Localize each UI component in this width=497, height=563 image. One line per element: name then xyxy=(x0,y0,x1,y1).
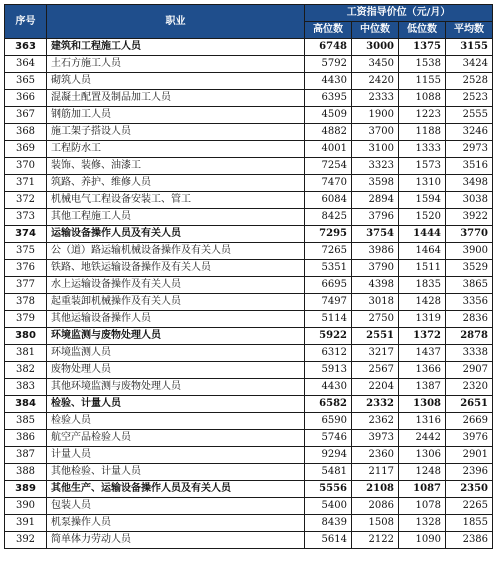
cell-seq: 364 xyxy=(5,56,47,73)
wage-guidance-table xyxy=(4,4,493,549)
cell-job: 航空产品检验人员 xyxy=(47,430,305,447)
cell-mid: 2894 xyxy=(352,192,399,209)
cell-avg: 2265 xyxy=(446,498,493,515)
table-row xyxy=(5,73,493,90)
cell-seq: 391 xyxy=(5,515,47,532)
cell-mid: 3986 xyxy=(352,243,399,260)
table-row xyxy=(5,175,493,192)
cell-seq: 376 xyxy=(5,260,47,277)
cell-avg: 2350 xyxy=(446,481,493,498)
table-row xyxy=(5,209,493,226)
cell-low: 1372 xyxy=(399,328,446,345)
table-row xyxy=(5,141,493,158)
cell-mid: 3754 xyxy=(352,226,399,243)
cell-job: 简单体力劳动人员 xyxy=(47,532,305,549)
cell-low: 1835 xyxy=(399,277,446,294)
cell-high: 7265 xyxy=(305,243,352,260)
cell-avg: 3155 xyxy=(446,39,493,56)
cell-low: 1308 xyxy=(399,396,446,413)
cell-high: 4509 xyxy=(305,107,352,124)
cell-avg: 2555 xyxy=(446,107,493,124)
cell-avg: 3246 xyxy=(446,124,493,141)
table-header xyxy=(5,5,493,39)
cell-job: 环境监测人员 xyxy=(47,345,305,362)
table-row xyxy=(5,515,493,532)
cell-low: 1306 xyxy=(399,447,446,464)
cell-job: 废物处理人员 xyxy=(47,362,305,379)
cell-seq: 367 xyxy=(5,107,47,124)
table-row xyxy=(5,39,493,56)
cell-low: 1333 xyxy=(399,141,446,158)
cell-seq: 388 xyxy=(5,464,47,481)
cell-high: 5913 xyxy=(305,362,352,379)
cell-low: 1088 xyxy=(399,90,446,107)
cell-job: 其他运输设备操作人员 xyxy=(47,311,305,328)
cell-mid: 2333 xyxy=(352,90,399,107)
cell-mid: 4398 xyxy=(352,277,399,294)
cell-avg: 3498 xyxy=(446,175,493,192)
cell-high: 4430 xyxy=(305,379,352,396)
cell-mid: 3217 xyxy=(352,345,399,362)
cell-seq: 366 xyxy=(5,90,47,107)
cell-seq: 368 xyxy=(5,124,47,141)
cell-job: 运输设备操作人员及有关人员 xyxy=(47,226,305,243)
cell-low: 1188 xyxy=(399,124,446,141)
cell-job: 检验人员 xyxy=(47,413,305,430)
cell-seq: 374 xyxy=(5,226,47,243)
cell-job: 包装人员 xyxy=(47,498,305,515)
cell-job: 钢筋加工人员 xyxy=(47,107,305,124)
cell-high: 7470 xyxy=(305,175,352,192)
cell-low: 1511 xyxy=(399,260,446,277)
cell-avg: 3516 xyxy=(446,158,493,175)
table-row xyxy=(5,464,493,481)
cell-seq: 392 xyxy=(5,532,47,549)
cell-low: 1310 xyxy=(399,175,446,192)
cell-high: 7295 xyxy=(305,226,352,243)
cell-seq: 373 xyxy=(5,209,47,226)
cell-high: 5556 xyxy=(305,481,352,498)
cell-avg: 3338 xyxy=(446,345,493,362)
cell-seq: 390 xyxy=(5,498,47,515)
cell-mid: 3018 xyxy=(352,294,399,311)
cell-avg: 3424 xyxy=(446,56,493,73)
cell-mid: 2122 xyxy=(352,532,399,549)
cell-mid: 2750 xyxy=(352,311,399,328)
cell-job: 筑路、养护、维修人员 xyxy=(47,175,305,192)
cell-job: 工程防水工 xyxy=(47,141,305,158)
table-row xyxy=(5,362,493,379)
cell-low: 1387 xyxy=(399,379,446,396)
cell-avg: 3038 xyxy=(446,192,493,209)
table-row xyxy=(5,498,493,515)
cell-mid: 1508 xyxy=(352,515,399,532)
cell-seq: 369 xyxy=(5,141,47,158)
cell-job: 其他环境监测与废物处理人员 xyxy=(47,379,305,396)
cell-high: 4001 xyxy=(305,141,352,158)
cell-avg: 2396 xyxy=(446,464,493,481)
cell-high: 8425 xyxy=(305,209,352,226)
cell-mid: 2204 xyxy=(352,379,399,396)
table-row xyxy=(5,430,493,447)
cell-low: 1316 xyxy=(399,413,446,430)
cell-avg: 2907 xyxy=(446,362,493,379)
table-row xyxy=(5,294,493,311)
cell-job: 机械电气工程设备安装工、管工 xyxy=(47,192,305,209)
cell-job: 其他生产、运输设备操作人员及有关人员 xyxy=(47,481,305,498)
cell-high: 7254 xyxy=(305,158,352,175)
cell-avg: 3356 xyxy=(446,294,493,311)
cell-low: 1428 xyxy=(399,294,446,311)
cell-job: 铁路、地铁运输设备操作及有关人员 xyxy=(47,260,305,277)
cell-job: 检验、计量人员 xyxy=(47,396,305,413)
cell-seq: 363 xyxy=(5,39,47,56)
cell-high: 6395 xyxy=(305,90,352,107)
cell-high: 5400 xyxy=(305,498,352,515)
header-job: 职业 xyxy=(47,5,305,39)
cell-low: 1090 xyxy=(399,532,446,549)
cell-avg: 3529 xyxy=(446,260,493,277)
cell-avg: 3770 xyxy=(446,226,493,243)
cell-seq: 384 xyxy=(5,396,47,413)
cell-low: 1078 xyxy=(399,498,446,515)
cell-avg: 2878 xyxy=(446,328,493,345)
cell-mid: 3450 xyxy=(352,56,399,73)
cell-mid: 1900 xyxy=(352,107,399,124)
cell-avg: 3976 xyxy=(446,430,493,447)
cell-low: 1319 xyxy=(399,311,446,328)
cell-avg: 3865 xyxy=(446,277,493,294)
table-row xyxy=(5,107,493,124)
cell-high: 6582 xyxy=(305,396,352,413)
cell-job: 计量人员 xyxy=(47,447,305,464)
cell-low: 1328 xyxy=(399,515,446,532)
table-row xyxy=(5,532,493,549)
cell-low: 1538 xyxy=(399,56,446,73)
cell-low: 1223 xyxy=(399,107,446,124)
table-row xyxy=(5,226,493,243)
cell-mid: 2332 xyxy=(352,396,399,413)
cell-high: 5922 xyxy=(305,328,352,345)
cell-high: 5614 xyxy=(305,532,352,549)
cell-mid: 2086 xyxy=(352,498,399,515)
header-seq: 序号 xyxy=(5,5,47,39)
cell-low: 1444 xyxy=(399,226,446,243)
table-row xyxy=(5,311,493,328)
table-row xyxy=(5,192,493,209)
cell-seq: 381 xyxy=(5,345,47,362)
cell-seq: 383 xyxy=(5,379,47,396)
cell-mid: 3323 xyxy=(352,158,399,175)
cell-job: 其他检验、计量人员 xyxy=(47,464,305,481)
cell-job: 起重装卸机械操作及有关人员 xyxy=(47,294,305,311)
cell-avg: 1855 xyxy=(446,515,493,532)
table-row xyxy=(5,328,493,345)
cell-high: 4882 xyxy=(305,124,352,141)
cell-mid: 2567 xyxy=(352,362,399,379)
cell-avg: 2836 xyxy=(446,311,493,328)
cell-seq: 379 xyxy=(5,311,47,328)
cell-seq: 385 xyxy=(5,413,47,430)
cell-avg: 2386 xyxy=(446,532,493,549)
cell-high: 6695 xyxy=(305,277,352,294)
cell-seq: 389 xyxy=(5,481,47,498)
cell-mid: 3700 xyxy=(352,124,399,141)
cell-avg: 2651 xyxy=(446,396,493,413)
cell-job: 土石方施工人员 xyxy=(47,56,305,73)
header-avg: 平均数 xyxy=(446,22,493,39)
header-mid: 中位数 xyxy=(352,22,399,39)
cell-avg: 2320 xyxy=(446,379,493,396)
cell-job: 混凝土配置及制品加工人员 xyxy=(47,90,305,107)
table-body xyxy=(5,39,493,549)
cell-seq: 377 xyxy=(5,277,47,294)
cell-seq: 382 xyxy=(5,362,47,379)
header-low: 低位数 xyxy=(399,22,446,39)
cell-low: 1464 xyxy=(399,243,446,260)
table-row xyxy=(5,158,493,175)
cell-mid: 2551 xyxy=(352,328,399,345)
cell-avg: 2669 xyxy=(446,413,493,430)
cell-low: 1573 xyxy=(399,158,446,175)
cell-high: 5481 xyxy=(305,464,352,481)
cell-job: 公（道）路运输机械设备操作及有关人员 xyxy=(47,243,305,260)
cell-mid: 3790 xyxy=(352,260,399,277)
cell-high: 4430 xyxy=(305,73,352,90)
table-row xyxy=(5,481,493,498)
cell-mid: 3796 xyxy=(352,209,399,226)
cell-high: 8439 xyxy=(305,515,352,532)
cell-mid: 2362 xyxy=(352,413,399,430)
cell-low: 1087 xyxy=(399,481,446,498)
cell-job: 施工架子搭设人员 xyxy=(47,124,305,141)
cell-low: 1375 xyxy=(399,39,446,56)
table-row xyxy=(5,396,493,413)
table-row xyxy=(5,260,493,277)
cell-low: 2442 xyxy=(399,430,446,447)
cell-seq: 365 xyxy=(5,73,47,90)
cell-job: 环境监测与废物处理人员 xyxy=(47,328,305,345)
cell-seq: 371 xyxy=(5,175,47,192)
table-row xyxy=(5,90,493,107)
table-row xyxy=(5,345,493,362)
cell-low: 1594 xyxy=(399,192,446,209)
cell-job: 建筑和工程施工人员 xyxy=(47,39,305,56)
cell-avg: 3900 xyxy=(446,243,493,260)
cell-avg: 2973 xyxy=(446,141,493,158)
table-row xyxy=(5,277,493,294)
cell-mid: 2360 xyxy=(352,447,399,464)
cell-low: 1366 xyxy=(399,362,446,379)
table-row xyxy=(5,56,493,73)
cell-seq: 375 xyxy=(5,243,47,260)
cell-avg: 2523 xyxy=(446,90,493,107)
cell-high: 9294 xyxy=(305,447,352,464)
cell-low: 1437 xyxy=(399,345,446,362)
table-row xyxy=(5,243,493,260)
cell-seq: 380 xyxy=(5,328,47,345)
cell-seq: 372 xyxy=(5,192,47,209)
cell-low: 1248 xyxy=(399,464,446,481)
table-row xyxy=(5,124,493,141)
cell-mid: 3973 xyxy=(352,430,399,447)
header-wage-group: 工资指导价位（元/月） xyxy=(305,5,493,22)
table-row xyxy=(5,447,493,464)
cell-seq: 370 xyxy=(5,158,47,175)
cell-job: 机泵操作人员 xyxy=(47,515,305,532)
cell-seq: 378 xyxy=(5,294,47,311)
cell-mid: 3000 xyxy=(352,39,399,56)
cell-mid: 3598 xyxy=(352,175,399,192)
cell-high: 7497 xyxy=(305,294,352,311)
cell-high: 5351 xyxy=(305,260,352,277)
cell-low: 1155 xyxy=(399,73,446,90)
cell-seq: 386 xyxy=(5,430,47,447)
header-high: 高位数 xyxy=(305,22,352,39)
cell-mid: 2420 xyxy=(352,73,399,90)
cell-high: 6312 xyxy=(305,345,352,362)
cell-avg: 2528 xyxy=(446,73,493,90)
cell-mid: 2117 xyxy=(352,464,399,481)
cell-mid: 2108 xyxy=(352,481,399,498)
cell-job: 水上运输设备操作及有关人员 xyxy=(47,277,305,294)
cell-seq: 387 xyxy=(5,447,47,464)
cell-avg: 2901 xyxy=(446,447,493,464)
cell-high: 6084 xyxy=(305,192,352,209)
table-row xyxy=(5,379,493,396)
cell-high: 5792 xyxy=(305,56,352,73)
cell-mid: 3100 xyxy=(352,141,399,158)
cell-avg: 3922 xyxy=(446,209,493,226)
cell-low: 1520 xyxy=(399,209,446,226)
cell-high: 6590 xyxy=(305,413,352,430)
cell-job: 砌筑人员 xyxy=(47,73,305,90)
cell-job: 其他工程施工人员 xyxy=(47,209,305,226)
cell-high: 5746 xyxy=(305,430,352,447)
cell-job: 装饰、装修、油漆工 xyxy=(47,158,305,175)
table-row xyxy=(5,413,493,430)
cell-high: 6748 xyxy=(305,39,352,56)
cell-high: 5114 xyxy=(305,311,352,328)
